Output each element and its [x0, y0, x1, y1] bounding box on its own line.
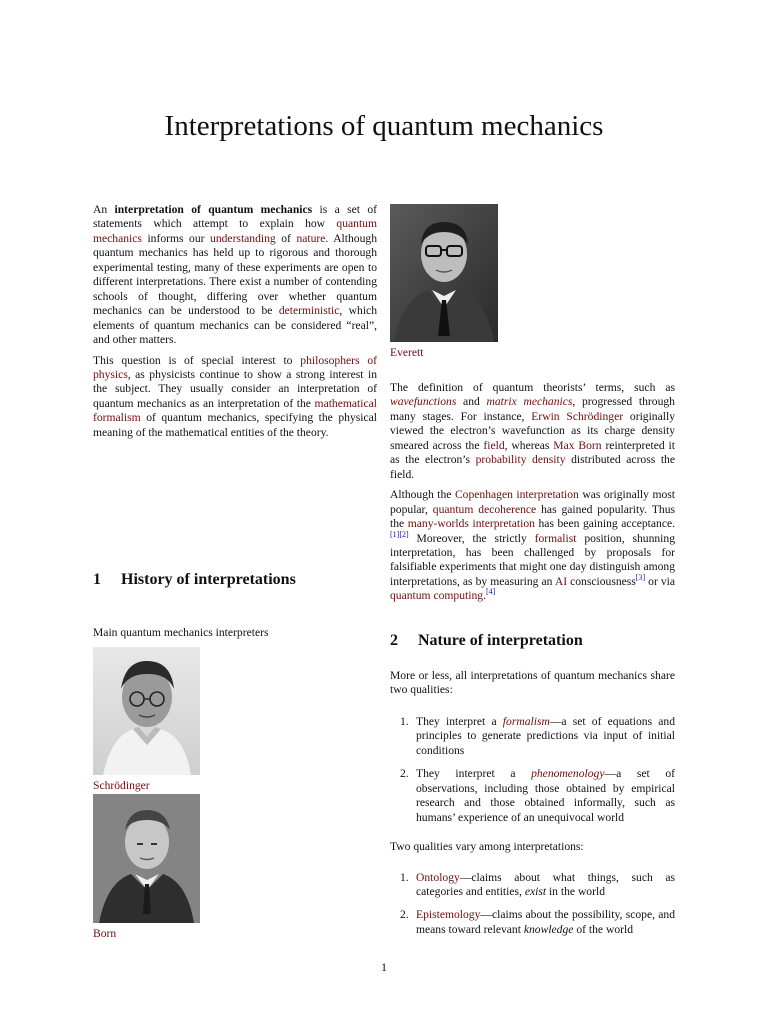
- vary-intro: Two qualities vary among interpretations:: [390, 840, 584, 854]
- everett-photo: [390, 204, 498, 342]
- right-column: [390, 204, 675, 610]
- link-many-worlds-interpretation[interactable]: many-worlds interpretation: [407, 517, 535, 531]
- ref-1[interactable]: [1]: [390, 529, 400, 539]
- schrodinger-caption[interactable]: Schrödinger: [93, 779, 150, 793]
- link-quantum-mechanics[interactable]: quantum mechanics: [93, 217, 377, 245]
- schrodinger-photo: [93, 647, 200, 775]
- list-item: 1. They interpret a formalism—a set of equations and principles to generate predictions via input of initial conditions: [400, 714, 676, 757]
- link-formalism[interactable]: formalism: [502, 714, 550, 728]
- link-philosophers-of-physics[interactable]: philosophers of physics: [93, 353, 377, 381]
- varying-qualities-list: [390, 871, 675, 938]
- link-matrix-mechanics[interactable]: matrix mechanics: [486, 395, 573, 409]
- figure-interpreters: [93, 626, 377, 940]
- section-2-heading: 2 Nature of interpretation: [390, 632, 583, 649]
- nature-intro: More or less, all interpretations of quantum mechanics share two qualities:: [390, 669, 675, 697]
- link-phenomenology[interactable]: phenomenology: [531, 767, 605, 781]
- list-item: 1. Ontology—claims about what things, such as categories and entities, exist in the world: [400, 870, 675, 898]
- ref-2[interactable]: [2]: [399, 529, 409, 539]
- link-max-born[interactable]: Max Born: [553, 438, 602, 452]
- link-quantum-computing[interactable]: quantum computing: [390, 589, 484, 603]
- everett-caption[interactable]: Everett: [390, 346, 424, 359]
- list-item: 2. Epistemology—claims about the possibility, scope, and means toward relevant knowledge of the world: [400, 908, 675, 936]
- copenhagen-paragraph: Although the Copenhagen interpretation was originally most popular, quantum decoherence has gained popularity. Thus the many-worlds interpretation has been gaining acceptance.[1][2] Moreover, the strictly formalist position, shunning interpretation, has been challenged by proposals for falsifiable experiments that might one day distinguish among interpretations, as by measuring an AI consciousness[3] or via quantum computing.[4]: [390, 488, 676, 603]
- ref-4[interactable]: [4]: [485, 587, 496, 597]
- link-deterministic[interactable]: deterministic: [278, 304, 340, 318]
- section-1-heading: 1 History of interpretations: [93, 571, 296, 588]
- link-formalist[interactable]: formalist: [534, 531, 577, 545]
- page-title: Interpretations of quantum mechanics: [164, 110, 604, 142]
- ref-3[interactable]: [3]: [635, 573, 646, 583]
- bold-term: interpretation of quantum mechanics: [114, 203, 313, 216]
- link-copenhagen-interpretation[interactable]: Copenhagen interpretation: [454, 488, 579, 502]
- link-wavefunctions[interactable]: wavefunctions: [390, 395, 457, 409]
- link-quantum-decoherence[interactable]: quantum decoherence: [432, 502, 537, 516]
- section-2-body: [390, 669, 675, 946]
- link-probability-density[interactable]: probability density: [475, 453, 566, 467]
- figure-caption: Main quantum mechanics interpreters: [93, 626, 269, 639]
- definition-paragraph: The definition of quantum theorists’ terms, such as wavefunctions and matrix mechanics, progressed through many stages. For instance, Erwin Schrödinger originally viewed the electron’s wavefunction as its charge density smeared across the field, whereas Max Born reinterpreted it as the electron’s probability density distributed across the field.: [390, 381, 675, 481]
- link-epistemology[interactable]: Epistemology: [416, 908, 481, 922]
- intro-paragraph-1: An interpretation of quantum mechanics is a set of statements which attempt to explain how quantum mechanics informs our understanding of nature. Although quantum mechanics has held up to rigorous and thorough experimental testing, many of these experiments are open to different interpretations. There exist a number of contending schools of thought, differing over whether quantum mechanics can be understood to be deterministic, which elements of quantum mechanics can be considered “real”, and other matters.: [93, 203, 377, 347]
- intro-paragraph-2: This question is of special interest to philosophers of physics, as physicists continue to show a strong interest in the subject. They usually consider an interpretation of quantum mechanics as an interpretation of the mathematical formalism of quantum mechanics, specifying the physical meaning of the mathematical entities of the theory.: [93, 353, 377, 439]
- page-number: 1: [381, 960, 387, 974]
- born-caption[interactable]: Born: [93, 927, 117, 941]
- link-mathematical-formalism[interactable]: mathematical formalism: [93, 396, 377, 425]
- link-nature[interactable]: nature: [296, 231, 326, 245]
- link-field[interactable]: field: [483, 438, 505, 452]
- link-erwin-schrodinger[interactable]: Erwin Schrödinger: [531, 409, 624, 423]
- qualities-list: [390, 715, 675, 825]
- list-item: 2. They interpret a phenomenology—a set of observations, including those obtained by empirical research and those obtained informally, such as humans’ experience of an unequivocal world: [400, 767, 675, 824]
- link-ai[interactable]: AI: [554, 574, 568, 588]
- link-understanding[interactable]: understanding: [210, 231, 276, 245]
- born-photo: [93, 794, 200, 923]
- left-column: [93, 203, 377, 446]
- link-ontology[interactable]: Ontology: [416, 870, 460, 884]
